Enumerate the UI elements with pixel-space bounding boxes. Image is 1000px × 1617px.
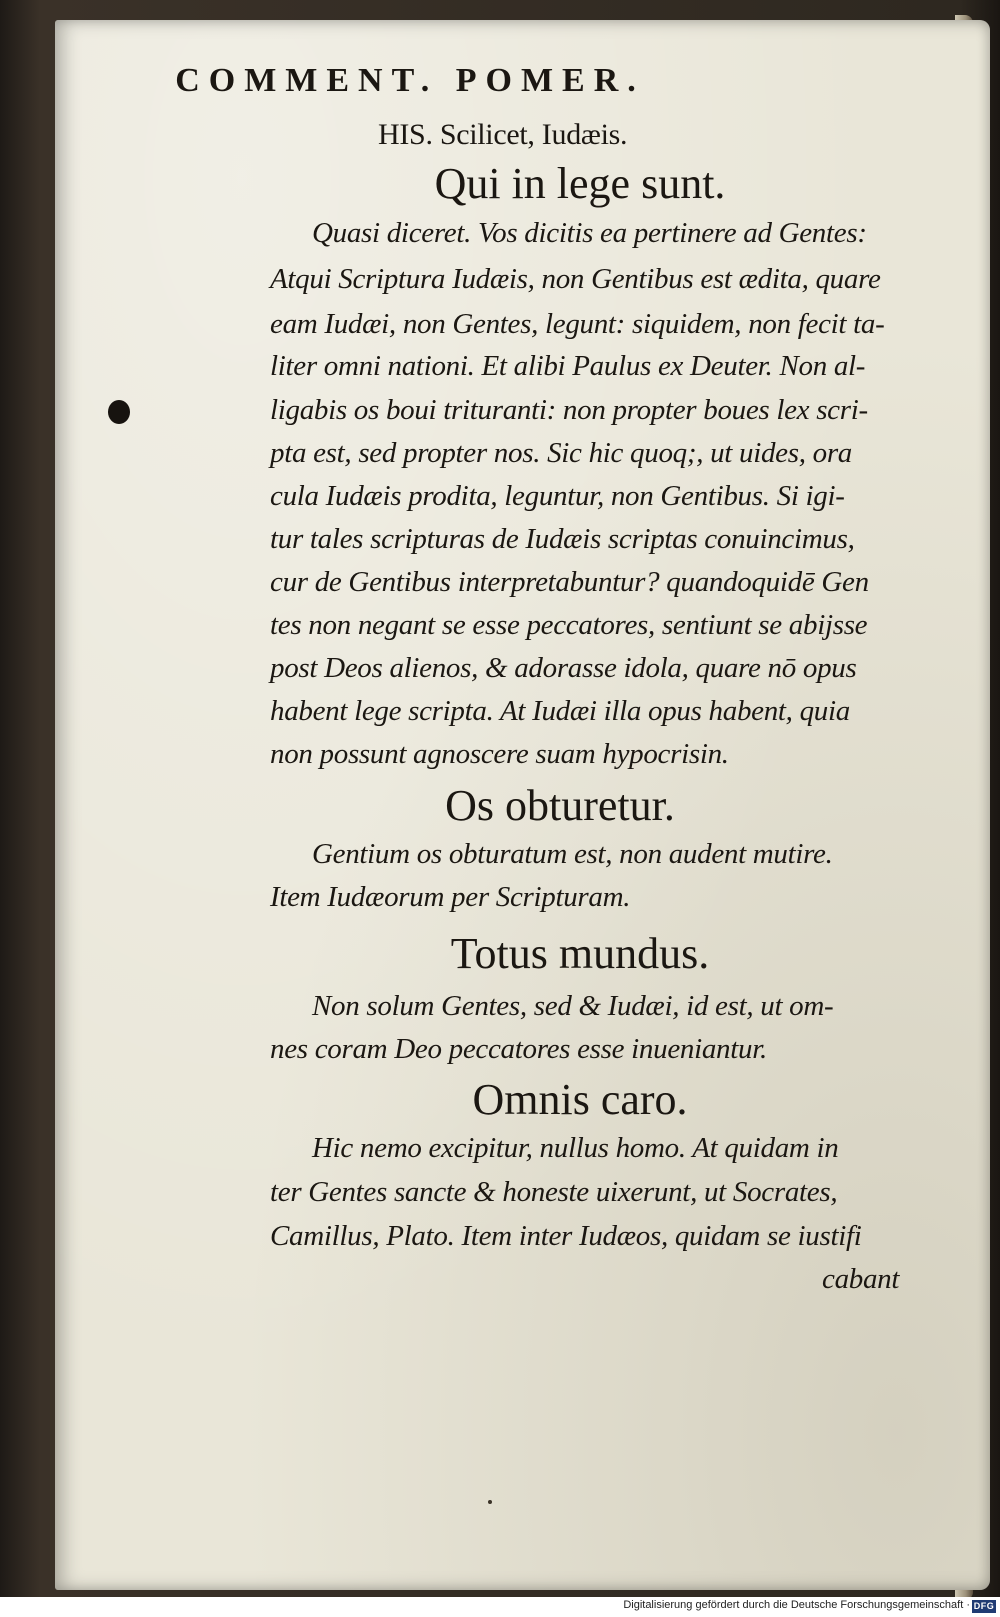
text-line: post Deos alienos, & adorasse idola, quare nō opus bbox=[270, 652, 857, 684]
text-line: cur de Gentibus interpretabuntur? quandoquidē Gen bbox=[270, 566, 869, 598]
text-line: Atqui Scriptura Iudæis, non Gentibus est ædita, quare bbox=[270, 263, 881, 295]
text-line: Non solum Gentes, sed & Iudæi, id est, ut om- bbox=[312, 990, 834, 1022]
text-line: Hic nemo excipitur, nullus homo. At quidam in bbox=[312, 1132, 839, 1164]
text-line: liter omni nationi. Et alibi Paulus ex Deuter. Non al- bbox=[270, 350, 866, 382]
lemma-heading: Os obturetur. bbox=[445, 781, 675, 830]
text-line: ter Gentes sancte & honeste uixerunt, ut Socrates, bbox=[270, 1176, 838, 1208]
footer-bar bbox=[0, 1597, 1000, 1617]
lemma-heading: Qui in lege sunt. bbox=[434, 159, 726, 208]
text-line: tur tales scripturas de Iudæis scriptas conuincimus, bbox=[270, 523, 855, 555]
lemma-heading: Omnis caro. bbox=[472, 1075, 688, 1124]
lemma-heading: Totus mundus. bbox=[450, 929, 710, 978]
catchword: cabant bbox=[822, 1263, 900, 1295]
text-line: Quasi diceret. Vos dicitis ea pertinere ad Gentes: bbox=[312, 217, 867, 249]
text-line: pta est, sed propter nos. Sic hic quoq;, ut uides, ora bbox=[270, 437, 853, 469]
dfg-logo: DFG bbox=[973, 1601, 995, 1611]
text-line: eam Iudæi, non Gentes, legunt: siquidem, non fecit ta- bbox=[270, 308, 885, 340]
text-line: non possunt agnoscere suam hypocrisin. bbox=[270, 738, 729, 770]
text-line: nes coram Deo peccatores esse inueniantur. bbox=[270, 1033, 767, 1065]
footer-credit: Digitalisierung gefördert durch die Deutsche Forschungsgemeinschaft · bbox=[623, 1599, 970, 1611]
text-line: Camillus, Plato. Item inter Iudæos, quidam se iustifi bbox=[270, 1220, 862, 1252]
ink-speck bbox=[488, 1500, 492, 1504]
text-line: cula Iudæis prodita, leguntur, non Gentibus. Si igi- bbox=[270, 480, 845, 512]
text-line: habent lege scripta. At Iudæi illa opus habent, quia bbox=[270, 695, 850, 727]
running-head: COMMENT. POMER. bbox=[175, 62, 645, 99]
text-line: Item Iudæorum per Scripturam. bbox=[270, 881, 631, 913]
text-line: Gentium os obturatum est, non audent mutire. bbox=[312, 838, 833, 870]
text-line: HIS. Scilicet, Iudæis. bbox=[378, 118, 628, 151]
text-line: tes non negant se esse peccatores, sentiunt se abijsse bbox=[270, 609, 868, 641]
ink-dot bbox=[108, 400, 130, 424]
text-line: ligabis os boui trituranti: non propter boues lex scri- bbox=[270, 394, 868, 426]
